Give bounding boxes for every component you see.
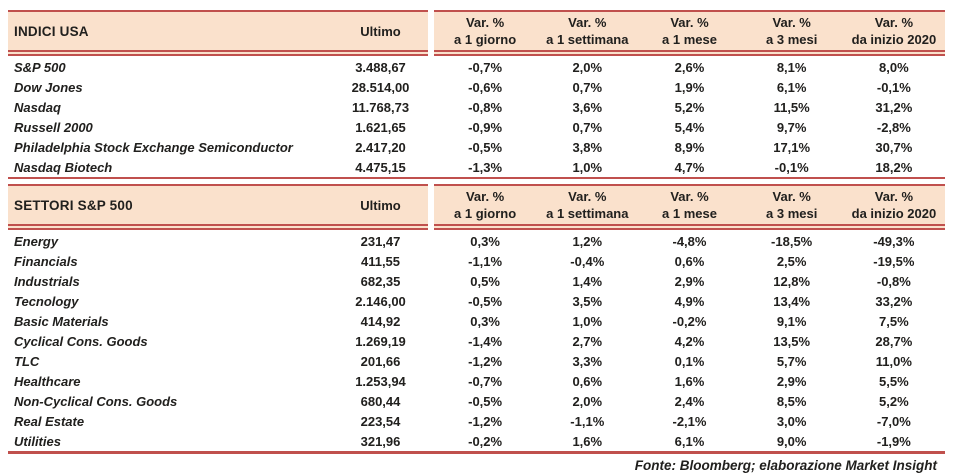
var-value: 0,7%: [572, 79, 603, 95]
var-value: 2,6%: [674, 59, 705, 75]
var-value: 2,0%: [572, 393, 603, 409]
var-value: -19,5%: [873, 253, 915, 269]
row-label: Tecnology: [14, 293, 79, 309]
column-header-ultimo: Ultimo: [360, 23, 401, 39]
var-period: da inizio 2020: [851, 206, 937, 221]
table-body: [8, 56, 945, 177]
var-value: 9,0%: [776, 433, 807, 449]
column-header-var-1month: [638, 14, 740, 48]
var-value: -1,1%: [570, 413, 605, 429]
row-label: Basic Materials: [14, 313, 109, 329]
row-label: Industrials: [14, 273, 80, 289]
ultimo-value: 28.514,00: [351, 79, 410, 95]
row-label: Nasdaq Biotech: [14, 159, 113, 175]
row-label: Russell 2000: [14, 119, 93, 135]
var-value: 11,5%: [773, 99, 810, 115]
var-value: 5,2%: [879, 393, 909, 409]
var-value: 1,0%: [572, 159, 603, 175]
column-header-var-ytd: [843, 14, 945, 48]
var-value: -0,6%: [468, 79, 503, 95]
var-value: 9,7%: [776, 119, 807, 135]
table-row: [8, 411, 945, 431]
column-header-var-1month: [638, 188, 740, 222]
table-row: [8, 351, 945, 371]
var-period: a 3 mesi: [766, 206, 818, 221]
var-value: 5,2%: [674, 99, 705, 115]
var-value: 1,6%: [674, 373, 705, 389]
var-value: -0,5%: [468, 293, 503, 309]
rule-segment: [8, 52, 428, 56]
row-label: TLC: [14, 353, 40, 369]
rule-segment: [434, 226, 945, 230]
var-value: -0,5%: [468, 393, 503, 409]
var-value: -0,2%: [468, 433, 503, 449]
var-value: -2,1%: [672, 413, 707, 429]
var-value: 0,3%: [470, 313, 500, 329]
var-label: Var. %: [670, 15, 709, 30]
var-period: a 1 mese: [662, 206, 717, 221]
var-value: 2,5%: [776, 253, 807, 269]
var-value: 6,1%: [674, 433, 705, 449]
var-value: 18,2%: [875, 159, 913, 175]
source-note: Fonte: Bloomberg; elaborazione Market Insight: [634, 457, 937, 473]
var-value: 12,8%: [773, 273, 811, 289]
table-row: [8, 157, 945, 177]
var-label: Var. %: [465, 15, 505, 30]
var-label: Var. %: [670, 189, 709, 204]
column-header-var-1week: [536, 14, 638, 48]
var-value: 5,5%: [879, 373, 909, 389]
row-label: Energy: [14, 233, 59, 249]
var-value: 2,7%: [572, 333, 603, 349]
var-value: 13,4%: [773, 293, 811, 309]
row-label: Nasdaq: [14, 99, 61, 115]
row-label: Financials: [14, 253, 78, 269]
table-bottom-rule: [8, 451, 945, 454]
var-value: -0,8%: [468, 99, 503, 115]
var-label: Var. %: [772, 189, 811, 204]
var-value: -2,8%: [876, 119, 911, 135]
var-period: da inizio 2020: [851, 32, 937, 47]
var-value: -49,3%: [873, 233, 915, 249]
var-value: -7,0%: [876, 413, 911, 429]
table-row: [8, 391, 945, 411]
ultimo-value: 11.768,73: [351, 99, 410, 115]
var-label: Var. %: [772, 15, 811, 30]
var-value: -0,5%: [468, 139, 503, 155]
table-row: [8, 117, 945, 137]
var-value: 8,9%: [674, 139, 705, 155]
var-value: -0,1%: [774, 159, 809, 175]
table-header: [8, 184, 945, 226]
ultimo-value: 231,47: [360, 233, 401, 249]
column-header-var-1day: [434, 188, 536, 222]
var-value: -1,2%: [468, 353, 503, 369]
var-value: 1,4%: [572, 273, 603, 289]
column-header-var-3months: [741, 14, 843, 48]
var-value: 4,2%: [674, 333, 705, 349]
var-value: 5,4%: [674, 119, 705, 135]
var-period: a 1 settimana: [546, 32, 629, 47]
column-header-ultimo: Ultimo: [360, 197, 401, 213]
var-value: -0,9%: [468, 119, 503, 135]
var-value: 1,6%: [572, 433, 603, 449]
column-header-var-ytd: [843, 188, 945, 222]
header-band-right: [434, 184, 945, 226]
var-period: a 3 mesi: [766, 32, 818, 47]
ultimo-value: 1.253,94: [355, 373, 406, 389]
var-label: Var. %: [568, 189, 607, 204]
var-period: a 1 giorno: [454, 206, 517, 221]
var-value: -1,2%: [468, 413, 503, 429]
header-band-right: [434, 10, 945, 52]
var-value: 7,5%: [879, 313, 909, 329]
var-value: 3,0%: [776, 413, 807, 429]
ultimo-value: 3.488,67: [355, 59, 406, 75]
ultimo-value: 1.269,19: [355, 333, 406, 349]
header-band-left: [8, 10, 428, 52]
var-value: 6,1%: [776, 79, 807, 95]
var-value: -1,3%: [468, 159, 503, 175]
var-value: 0,5%: [470, 273, 500, 289]
var-value: 0,1%: [674, 353, 705, 369]
var-value: 2,4%: [674, 393, 705, 409]
table-title: INDICI USA: [14, 23, 89, 39]
var-value: 33,2%: [875, 293, 913, 309]
var-value: 9,1%: [776, 313, 807, 329]
var-value: -0,7%: [468, 373, 503, 389]
var-value: 11,0%: [875, 353, 912, 369]
var-label: Var. %: [874, 189, 914, 204]
var-value: 3,3%: [572, 353, 603, 369]
table-header: [8, 10, 945, 52]
table-row: [8, 137, 945, 157]
var-value: 4,7%: [674, 159, 705, 175]
column-header-var-1day: [434, 14, 536, 48]
ultimo-value: 1.621,65: [355, 119, 406, 135]
table-row: [8, 77, 945, 97]
ultimo-value: 223,54: [360, 413, 401, 429]
table-row: [8, 251, 945, 271]
var-label: Var. %: [874, 15, 914, 30]
table-row: [8, 271, 945, 291]
table-settori-sp500: [8, 184, 945, 454]
var-label: Var. %: [568, 15, 607, 30]
var-value: 8,1%: [776, 59, 807, 75]
var-value: 31,2%: [875, 99, 913, 115]
var-value: 5,7%: [776, 353, 807, 369]
table-row: [8, 231, 945, 251]
column-header-var-3months: [741, 188, 843, 222]
table-row: [8, 331, 945, 351]
table-title: SETTORI S&P 500: [14, 197, 133, 213]
ultimo-value: 321,96: [360, 433, 401, 449]
var-value: 3,6%: [572, 99, 603, 115]
row-label: S&P 500: [14, 59, 66, 75]
ultimo-value: 2.417,20: [355, 139, 406, 155]
row-label: Cyclical Cons. Goods: [14, 333, 148, 349]
var-value: 3,5%: [572, 293, 603, 309]
column-header-var-1week: [536, 188, 638, 222]
var-value: -0,7%: [468, 59, 503, 75]
ultimo-value: 682,35: [360, 273, 401, 289]
var-period: a 1 mese: [662, 32, 717, 47]
var-value: -0,1%: [876, 79, 911, 95]
table-indici-usa: [8, 10, 945, 179]
var-value: 2,0%: [572, 59, 603, 75]
var-value: 28,7%: [875, 333, 913, 349]
var-value: 30,7%: [875, 139, 913, 155]
var-value: 17,1%: [773, 139, 811, 155]
rule-segment: [8, 226, 428, 230]
ultimo-value: 4.475,15: [355, 159, 406, 175]
row-label: Utilities: [14, 433, 61, 449]
rule-segment: [434, 52, 945, 56]
var-period: a 1 settimana: [546, 206, 629, 221]
var-value: 4,9%: [674, 293, 705, 309]
var-value: -1,4%: [468, 333, 503, 349]
table-row: [8, 311, 945, 331]
ultimo-value: 201,66: [360, 353, 401, 369]
table-row: [8, 371, 945, 391]
table-row: [8, 431, 945, 451]
ultimo-value: 680,44: [360, 393, 401, 409]
row-label: Dow Jones: [14, 79, 83, 95]
table-row: [8, 57, 945, 77]
var-value: -0,4%: [570, 253, 605, 269]
var-value: 0,7%: [572, 119, 603, 135]
ultimo-value: 411,55: [360, 253, 401, 269]
table-row: [8, 291, 945, 311]
var-value: 0,6%: [674, 253, 705, 269]
ultimo-value: 2.146,00: [355, 293, 406, 309]
header-band-left: [8, 184, 428, 226]
var-value: -4,8%: [672, 233, 707, 249]
row-label: Real Estate: [14, 413, 85, 429]
table-body: [8, 230, 945, 451]
ultimo-value: 414,92: [360, 313, 401, 329]
var-label: Var. %: [465, 189, 505, 204]
var-value: 3,8%: [572, 139, 603, 155]
var-value: 8,0%: [879, 59, 909, 75]
var-value: 1,9%: [674, 79, 705, 95]
var-value: 1,2%: [572, 233, 603, 249]
var-value: -18,5%: [771, 233, 813, 249]
header-double-rule: [8, 226, 945, 230]
var-value: -0,8%: [876, 273, 911, 289]
var-value: 0,3%: [470, 233, 500, 249]
header-double-rule: [8, 52, 945, 56]
var-value: 8,5%: [776, 393, 807, 409]
var-value: -1,1%: [468, 253, 503, 269]
var-value: 2,9%: [674, 273, 705, 289]
table-row: [8, 97, 945, 117]
row-label: Healthcare: [14, 373, 81, 389]
var-value: 13,5%: [773, 333, 811, 349]
var-value: 2,9%: [776, 373, 807, 389]
row-label: Non-Cyclical Cons. Goods: [14, 393, 178, 409]
row-label: Philadelphia Stock Exchange Semiconductor: [14, 139, 293, 155]
table-bottom-rule: [8, 177, 945, 179]
var-value: -0,2%: [672, 313, 707, 329]
var-value: 0,6%: [572, 373, 603, 389]
var-value: 1,0%: [572, 313, 603, 329]
var-value: -1,9%: [876, 433, 911, 449]
var-period: a 1 giorno: [454, 32, 517, 47]
